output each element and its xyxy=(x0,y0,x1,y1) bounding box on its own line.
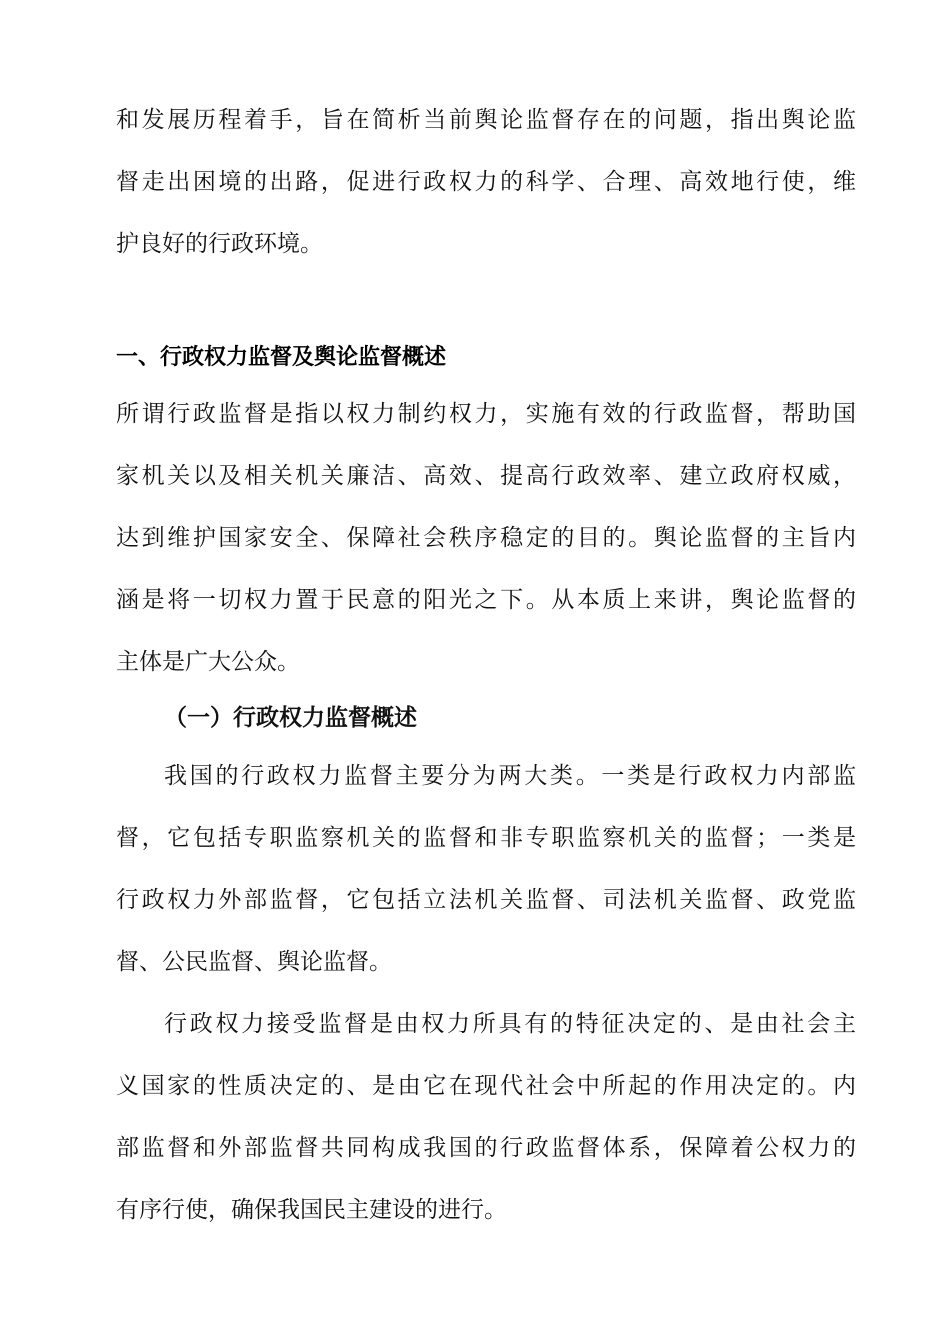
intro-paragraph xyxy=(116,89,856,275)
text-line: 督，它包括专职监察机关的监督和非专职监察机关的监督；一类是 xyxy=(116,825,856,851)
text-line: 和发展历程着手，旨在简析当前舆论监督存在的问题，指出舆论监 xyxy=(116,107,856,133)
text-line: 涵是将一切权力置于民意的阳光之下。从本质上来讲，舆论监督的 xyxy=(116,587,856,613)
text-line: 义国家的性质决定的、是由它在现代社会中所起的作用决定的。内 xyxy=(116,1073,856,1099)
paragraph-3 xyxy=(116,993,856,1241)
text-line: 我国的行政权力监督主要分为两大类。一类是行政权力内部监 xyxy=(164,763,856,789)
text-line: 督、公民监督、舆论监督。 xyxy=(116,949,392,975)
section-heading: 一、行政权力监督及舆论监督概述 xyxy=(116,345,447,370)
paragraph-2 xyxy=(116,745,856,993)
text-line: 行政权力外部监督，它包括立法机关监督、司法机关监督、政党监 xyxy=(116,887,856,913)
text-line: 家机关以及相关机关廉洁、高效、提高行政效率、建立政府权威， xyxy=(116,463,856,489)
text-line: 部监督和外部监督共同构成我国的行政监督体系，保障着公权力的 xyxy=(116,1135,856,1161)
subsection-heading: （一）行政权力监督概述 xyxy=(164,704,417,731)
text-line: 主体是广大公众。 xyxy=(116,649,300,675)
text-line: 达到维护国家安全、保障社会秩序稳定的目的。舆论监督的主旨内 xyxy=(116,525,856,551)
text-line: 督走出困境的出路，促进行政权力的科学、合理、高效地行使，维 xyxy=(116,169,856,195)
paragraph-1 xyxy=(116,383,856,693)
text-line: 护良好的行政环境。 xyxy=(116,231,323,257)
text-line: 行政权力接受监督是由权力所具有的特征决定的、是由社会主 xyxy=(164,1011,856,1037)
text-line: 有序行使，确保我国民主建设的进行。 xyxy=(116,1197,507,1223)
text-line: 所谓行政监督是指以权力制约权力，实施有效的行政监督，帮助国 xyxy=(116,401,856,427)
